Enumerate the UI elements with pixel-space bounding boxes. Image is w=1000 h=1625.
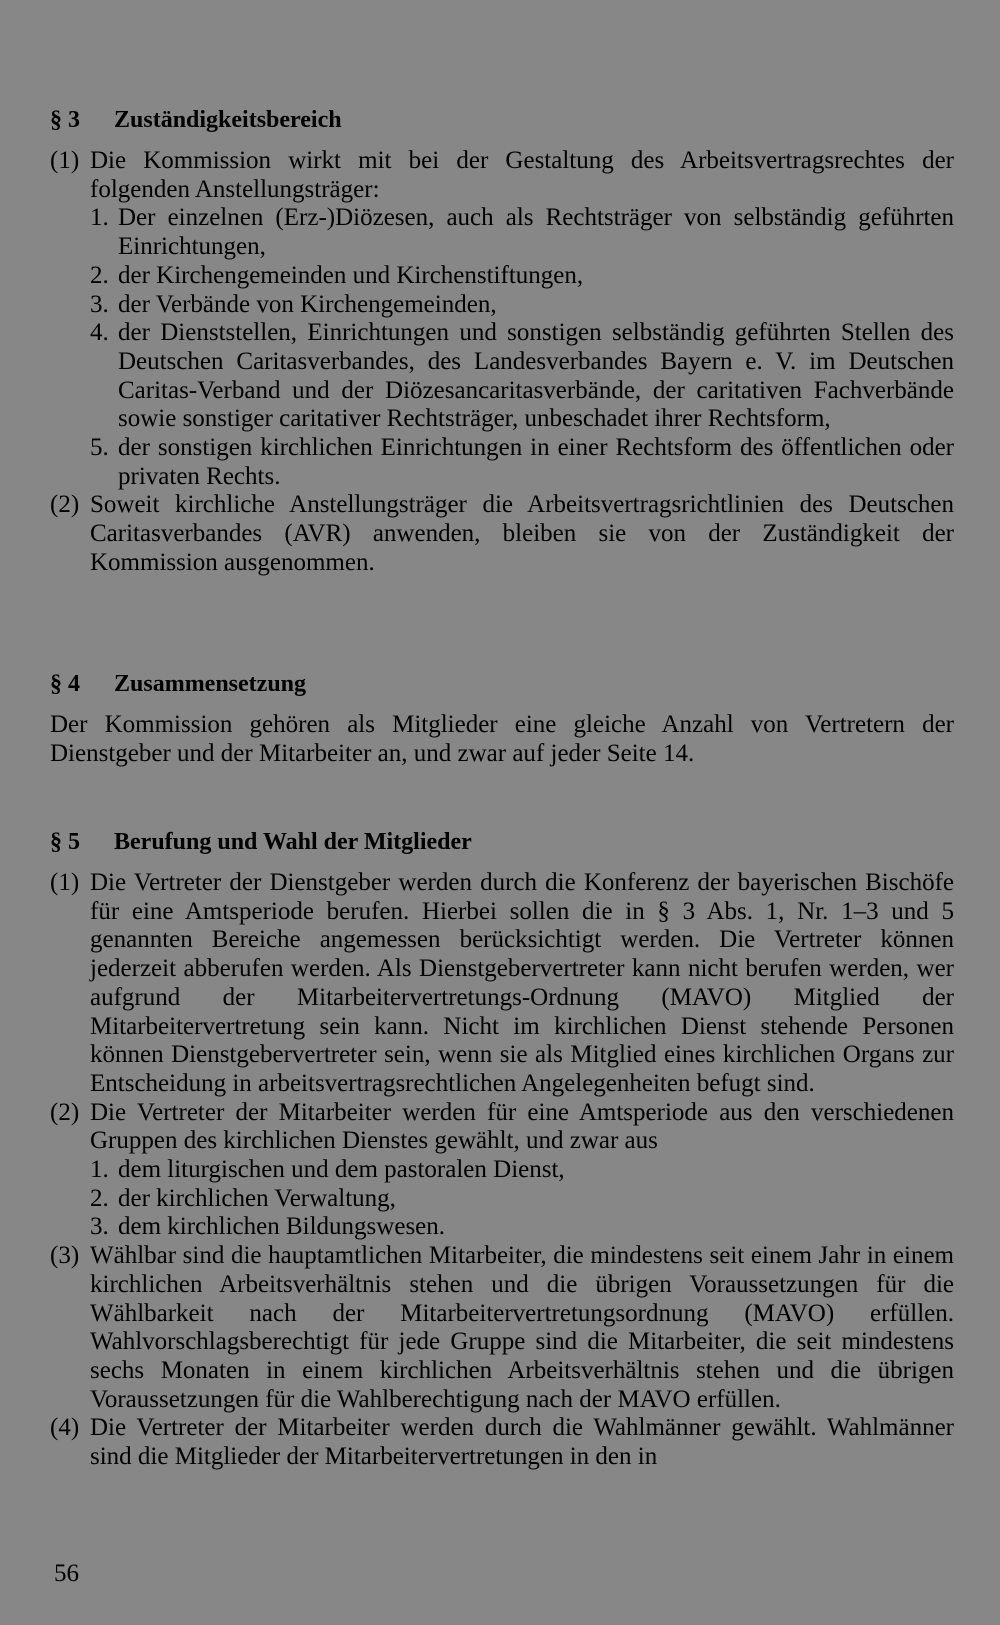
section-title: Berufung und Wahl der Mitglieder <box>114 829 472 855</box>
list-item <box>50 1156 954 1185</box>
item-text: der sonstigen kirchlichen Einrichtungen in einer Rechtsform des öffentlichen oder privaten Rechts. <box>118 434 954 490</box>
item-text: dem liturgischen und dem pastoralen Dienst, <box>118 1156 565 1184</box>
paragraph-number: (1) <box>50 869 80 896</box>
list-item <box>50 204 954 261</box>
item-text: der Dienststellen, Einrichtungen und sonstigen selbständig geführten Stellen des Deutschen Caritasverbandes, des Landesverbandes Bayern e. V. im Deutschen Caritas-Verband und der Diözesancaritasverbände, der caritativen Fachverbände sowie sonstiger caritativer Rechtsträger, unbeschadet ihrer Rechtsform, <box>118 319 954 433</box>
section-number: § 3 <box>50 107 80 133</box>
item-text: der Kirchengemeinden und Kirchenstiftungen, <box>118 261 584 289</box>
paragraph-text: Soweit kirchliche Anstellungsträger die Arbeitsvertragsrichtlinien des Deutschen Caritasverbandes (AVR) anwenden, bleiben sie von der Zuständigkeit der Kommission ausgenommen. <box>90 491 954 576</box>
paragraph-number: (4) <box>50 1414 80 1442</box>
section-heading <box>50 828 954 857</box>
paragraph-number: (2) <box>50 491 80 519</box>
section-4 <box>50 670 954 768</box>
item-number: 3. <box>90 1213 109 1241</box>
paragraph-text: Wählbar sind die hauptamtlichen Mitarbeiter, die mindestens seit einem Jahr in einem kirchlichen Arbeitsverhältnis stehen und die übrigen Voraussetzungen für die Wählbarkeit nach der Mitarbeitervertretungsordnung (MAVO) erfüllen. Wahlvorschlagsberechtigt für jede Gruppe sind die Mitarbeiter, die seit mindestens sechs Monaten in einem kirchlichen Arbeitsverhältnis stehen und die übrigen Voraussetzungen für die Wahlberechtigung nach der MAVO erfüllen. <box>90 1242 954 1413</box>
paragraph-3 <box>50 1242 954 1414</box>
list-item <box>50 262 954 291</box>
list-item <box>50 319 954 434</box>
item-number: 3. <box>90 290 109 318</box>
section-heading <box>50 670 954 699</box>
section-heading <box>50 106 954 135</box>
section-title: Zusammensetzung <box>114 671 307 697</box>
section-3 <box>50 106 954 578</box>
item-number: 1. <box>90 204 109 232</box>
section-text: Der Kommission gehören als Mitglieder eine gleiche Anzahl von Vertretern der Dienstgeber und der Mitarbeiter an, und zwar auf jeder Seite 14. <box>50 711 954 767</box>
item-number: 1. <box>90 1156 109 1184</box>
item-text: dem kirchlichen Bildungswesen. <box>118 1213 446 1241</box>
paragraph-text: Die Kommission wirkt mit bei der Gestaltung des Arbeitsvertragsrechtes der folgenden Anstellungsträger: <box>90 147 954 203</box>
paragraph-text: Die Vertreter der Mitarbeiter werden durch die Wahlmänner gewählt. Wahlmänner sind die Mitglieder der Mitarbeitervertretungen in den in <box>90 1414 954 1471</box>
section-number: § 4 <box>50 671 80 697</box>
paragraph-number: (2) <box>50 1098 80 1126</box>
page-number: 56 <box>54 1560 79 1587</box>
item-number: 4. <box>90 319 109 347</box>
list-item <box>50 1185 954 1214</box>
paragraph-text: Die Vertreter der Dienstgeber werden durch die Konferenz der bayerischen Bischöfe für eine Amtsperiode berufen. Hierbei sollen die in § 3 Abs. 1, Nr. 1–3 und 5 genannten Bereiche angemessen berücksichtigt werden. Die Vertreter können jederzeit abberufen werden. Als Dienstgebervertreter kann nicht berufen werden, wer aufgrund der Mitarbeitervertretungs-Ordnung (MAVO) Mitglied der Mitarbeitervertretung sein kann. Nicht im kirchlichen Dienst stehende Personen können Dienstgebervertreter sein, wenn sie als Mitglied eines kirchlichen Organs zur Entscheidung in arbeitsvertragsrechtlichen Angelegenheiten befugt sind. <box>90 869 954 1097</box>
section-number: § 5 <box>50 829 80 855</box>
list-item <box>50 434 954 491</box>
section-title: Zuständigkeitsbereich <box>114 107 342 133</box>
item-number: 2. <box>90 1184 109 1212</box>
item-number: 2. <box>90 261 109 289</box>
paragraph-1 <box>50 869 954 1099</box>
item-text: Der einzelnen (Erz-)Diözesen, auch als Rechtsträger von selbständig geführten Einrichtungen, <box>118 204 954 261</box>
item-text: der kirchlichen Verwaltung, <box>118 1184 396 1212</box>
list-item <box>50 1213 954 1242</box>
list-item <box>50 291 954 320</box>
paragraph-number: (3) <box>50 1242 80 1270</box>
paragraph-number: (1) <box>50 147 80 174</box>
section-5 <box>50 828 954 1472</box>
paragraph-2 <box>50 491 954 577</box>
item-number: 5. <box>90 434 109 462</box>
paragraph-4 <box>50 1414 954 1471</box>
paragraph-1 <box>50 147 954 204</box>
paragraph-2 <box>50 1099 954 1156</box>
item-text: der Verbände von Kirchengemeinden, <box>118 290 497 318</box>
paragraph-text: Die Vertreter der Mitarbeiter werden für eine Amtsperiode aus den verschiedenen Gruppen des kirchlichen Dienstes gewählt, und zwar aus <box>90 1098 954 1155</box>
